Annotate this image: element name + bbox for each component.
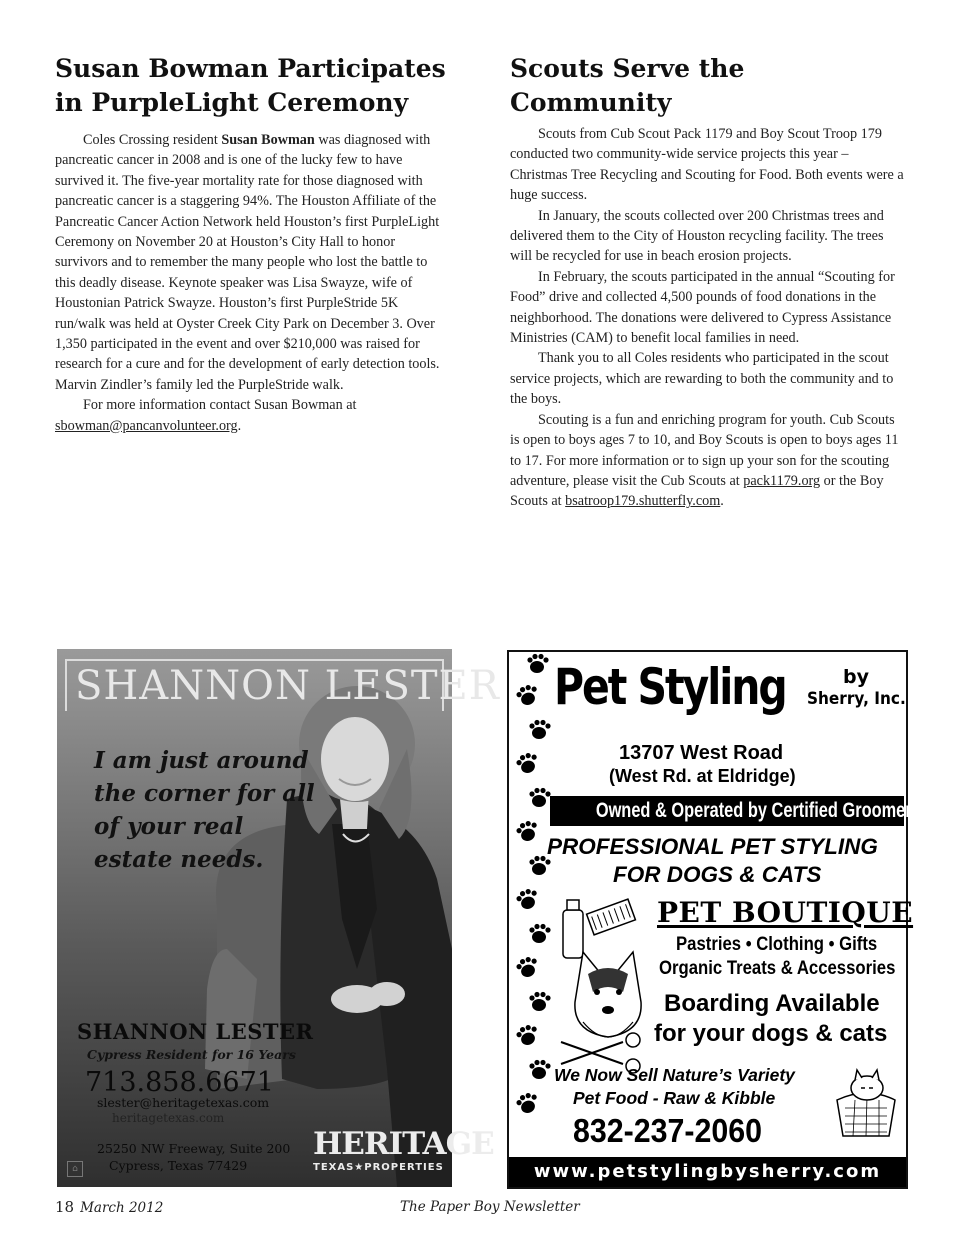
page-number: 18: [55, 1198, 75, 1216]
paw-prints-border: [515, 652, 555, 1122]
ad-pet-styling[interactable]: [507, 650, 921, 1189]
page-footer-left: [55, 1198, 163, 1216]
ad-tagline: I am just around the corner for all of your real estate needs.: [94, 747, 315, 873]
article-paragraph: [55, 130, 447, 395]
ad-shannon-lester[interactable]: [57, 649, 500, 1187]
agent-website[interactable]: heritagetexas.com: [112, 1111, 225, 1125]
brand-subtitle: TEXAS★PROPERTIES: [313, 1162, 444, 1173]
email-link[interactable]: sbowman@pancanvolunteer.org: [55, 417, 238, 434]
paragraph-text: Coles Crossing resident: [83, 132, 222, 148]
paragraph-text: For more information contact Susan Bowman at: [83, 397, 357, 414]
paragraph-text: was diagnosed with pancreatic cancer in 2008 and is one of the lucky few to have survived it. The five-year mortality rate for those diagnosed with pancreatic cancer is a staggering 94%. The Houston Affiliate of the Pancreatic Cancer Action Network held Houston’s first PurpleLight Ceremony on November 20 at Houston’s City Hall to honor survivors and to remember the many people who lost the battle to this deadly disease. Keynote speaker was Lisa Swayze, wife of Houstonian Patrick Swayze. Houston’s first PurpleStride 5K run/walk was held at Oyster Creek City Park on December 3. Over 1,350 participated in the event and over $210,000 was raised for research for a cure and for the development of early detection tools. Marvin Zindler’s family led the PurpleStride walk.: [55, 132, 440, 393]
paragraph-text: Scouting is a fun and enriching program for youth. Cub Scouts is open to boys ages 7 to 10, and Boy Scouts is open to boys ages 11 to 17. For more information or to sign up your son for the scouting adventure, please visit the Cub Scouts at: [510, 411, 899, 489]
agent-subtitle: Cypress Resident for 16 Years: [87, 1047, 296, 1062]
address-line2: (West Rd. at Eldridge): [609, 766, 796, 786]
boutique-heading: PET BOUTIQUE: [657, 896, 914, 929]
article-paragraph: [55, 395, 447, 436]
agent-address-line1: 25250 NW Freeway, Suite 200: [97, 1141, 291, 1156]
website-banner[interactable]: www.petstylingbysherry.com: [509, 1157, 906, 1187]
article-paragraph: Scouts from Cub Scout Pack 1179 and Boy Scout Troop 179 conducted two community-wide service projects this year – Christmas Tree Recycling and Scouting for Food. Both events were a huge success.: [510, 126, 904, 204]
banner-text: Owned & Operated by Certified Groomers: [595, 799, 921, 822]
certified-groomers-banner: [550, 796, 921, 826]
boutique-items-line2: Organic Treats & Accessories: [659, 958, 896, 979]
husky-grooming-illustration: [553, 892, 663, 1072]
person-name: Susan Bowman: [221, 132, 315, 148]
company-name: Sherry, Inc.: [807, 689, 906, 709]
pet-food-line2: Pet Food - Raw & Kibble: [573, 1088, 776, 1108]
pet-food-line1: We Now Sell Nature’s Variety: [554, 1065, 795, 1085]
boy-scouts-link[interactable]: bsatroop179.shutterfly.com: [565, 493, 721, 510]
article-headline: Susan Bowman Participates in PurpleLight Ceremony: [55, 54, 446, 117]
address-line1: 13707 West Road: [619, 742, 784, 764]
publication-name: The Paper Boy Newsletter: [400, 1199, 580, 1215]
article-paragraph: Thank you to all Coles residents who participated in the scout service projects, which are rewarding to both the community and to the boys.: [510, 350, 894, 408]
agent-address-line2: Cypress, Texas 77429: [109, 1158, 248, 1173]
title-by: by: [843, 666, 869, 688]
article-headline: Scouts Serve the Community: [510, 54, 745, 117]
article-paragraph: [510, 410, 905, 512]
ad-title: Pet Styling: [554, 658, 786, 716]
article-pancreatic-cancer: [55, 52, 447, 436]
boarding-line2: for your dogs & cats: [654, 1020, 888, 1047]
ad-title: SHANNON LESTER: [75, 663, 500, 709]
issue-date: March 2012: [80, 1200, 164, 1216]
article-paragraph: In January, the scouts collected over 200 Christmas trees and delivered them to the City of Houston recycling facility. The trees will be recycled for use in beach erosion projects.: [510, 207, 884, 265]
paragraph-text: .: [720, 493, 724, 510]
services-line1: PROFESSIONAL PET STYLING: [547, 834, 878, 859]
heritage-logo: [313, 1126, 494, 1173]
phone-number[interactable]: 832-237-2060: [573, 1112, 763, 1149]
paragraph-text: or the Boy Scouts at: [510, 472, 884, 510]
agent-phone[interactable]: 713.858.6671: [85, 1067, 274, 1098]
agent-name: SHANNON LESTER: [77, 1019, 314, 1044]
boutique-items-line1: Pastries • Clothing • Gifts: [676, 934, 878, 955]
cub-scouts-link[interactable]: pack1179.org: [743, 472, 821, 489]
article-paragraph: In February, the scouts participated in the annual “Scouting for Food” drive and collected 4,500 pounds of food donations in the neighborhood. The donations were delivered to Cypress Assistance Ministries (CAM) to benefit local families in need.: [510, 268, 895, 347]
article-scouts: [510, 52, 905, 512]
services-line2: FOR DOGS & CATS: [613, 862, 822, 887]
equal-housing-icon: ⌂: [67, 1161, 83, 1177]
boarding-line1: Boarding Available: [664, 990, 880, 1017]
paragraph-text: .: [237, 417, 242, 434]
agent-email[interactable]: slester@heritagetexas.com: [97, 1095, 270, 1110]
brand-name: HERITAGE: [313, 1126, 494, 1162]
cat-basket-illustration: [831, 1064, 901, 1144]
